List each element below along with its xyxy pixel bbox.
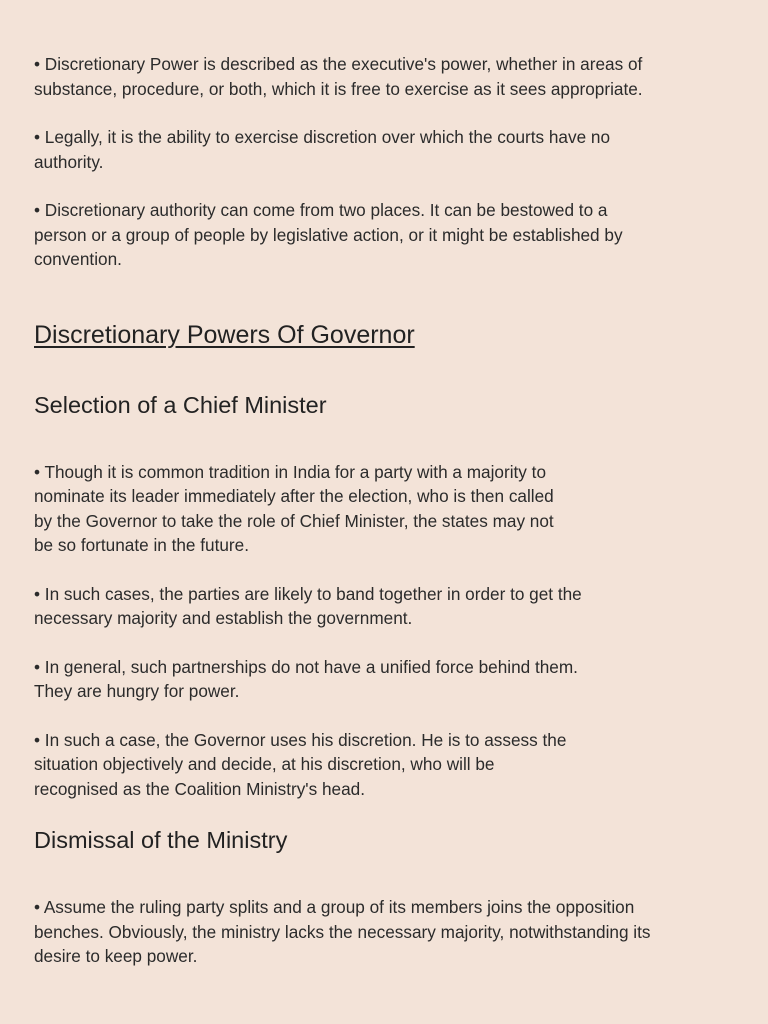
text-line: • In such cases, the parties are likely to band together in order to get the [34, 583, 582, 604]
text-line: desire to keep power. [34, 946, 198, 966]
text-line: • Though it is common tradition in India for a party with a majority to [34, 461, 547, 482]
text-line: convention. [34, 249, 122, 269]
chief-minister-paragraph-4 [34, 728, 734, 802]
chief-minister-paragraph-2 [34, 582, 734, 631]
text-line: by the Governor to take the role of Chief Minister, the states may not [34, 510, 554, 531]
text-line: necessary majority and establish the government. [34, 608, 413, 628]
text-line: be so fortunate in the future. [34, 535, 249, 555]
text-line: • Discretionary Power is described as the executive's power, whether in areas of [34, 54, 643, 74]
text-line: • Discretionary authority can come from two places. It can be bestowed to a [34, 200, 608, 220]
text-line: benches. Obviously, the ministry lacks the necessary majority, notwithstanding its [34, 921, 651, 942]
text-line: authority. [34, 151, 104, 172]
subsection-heading-chief-minister: Selection of a Chief Minister [34, 391, 327, 418]
subsection-heading-dismissal: Dismissal of the Ministry [34, 827, 288, 853]
text-line: person or a group of people by legislative action, or it might be established by [34, 224, 623, 245]
text-line: substance, procedure, or both, which it is free to exercise as it sees appropriate. [34, 78, 643, 99]
section-heading: Discretionary Powers Of Governor [34, 320, 415, 349]
text-line: • Legally, it is the ability to exercise discretion over which the courts have no [34, 127, 611, 147]
text-line: nominate its leader immediately after the election, who is then called [34, 486, 554, 506]
text-line: • In such a case, the Governor uses his discretion. He is to assess the [34, 729, 567, 750]
chief-minister-paragraph-1 [34, 460, 734, 558]
chief-minister-paragraph-3 [34, 655, 734, 704]
dismissal-paragraph-1 [34, 895, 734, 969]
intro-paragraph-3 [34, 198, 734, 272]
text-line: • In general, such partnerships do not have a unified force behind them. [34, 656, 578, 677]
document-body [34, 52, 734, 969]
intro-paragraph-2 [34, 125, 734, 174]
text-line: They are hungry for power. [34, 681, 240, 701]
text-line: situation objectively and decide, at his discretion, who will be [34, 754, 495, 774]
intro-paragraph-1 [34, 52, 734, 101]
text-line: • Assume the ruling party splits and a group of its members joins the opposition [34, 897, 635, 917]
text-line: recognised as the Coalition Ministry's head. [34, 778, 365, 799]
